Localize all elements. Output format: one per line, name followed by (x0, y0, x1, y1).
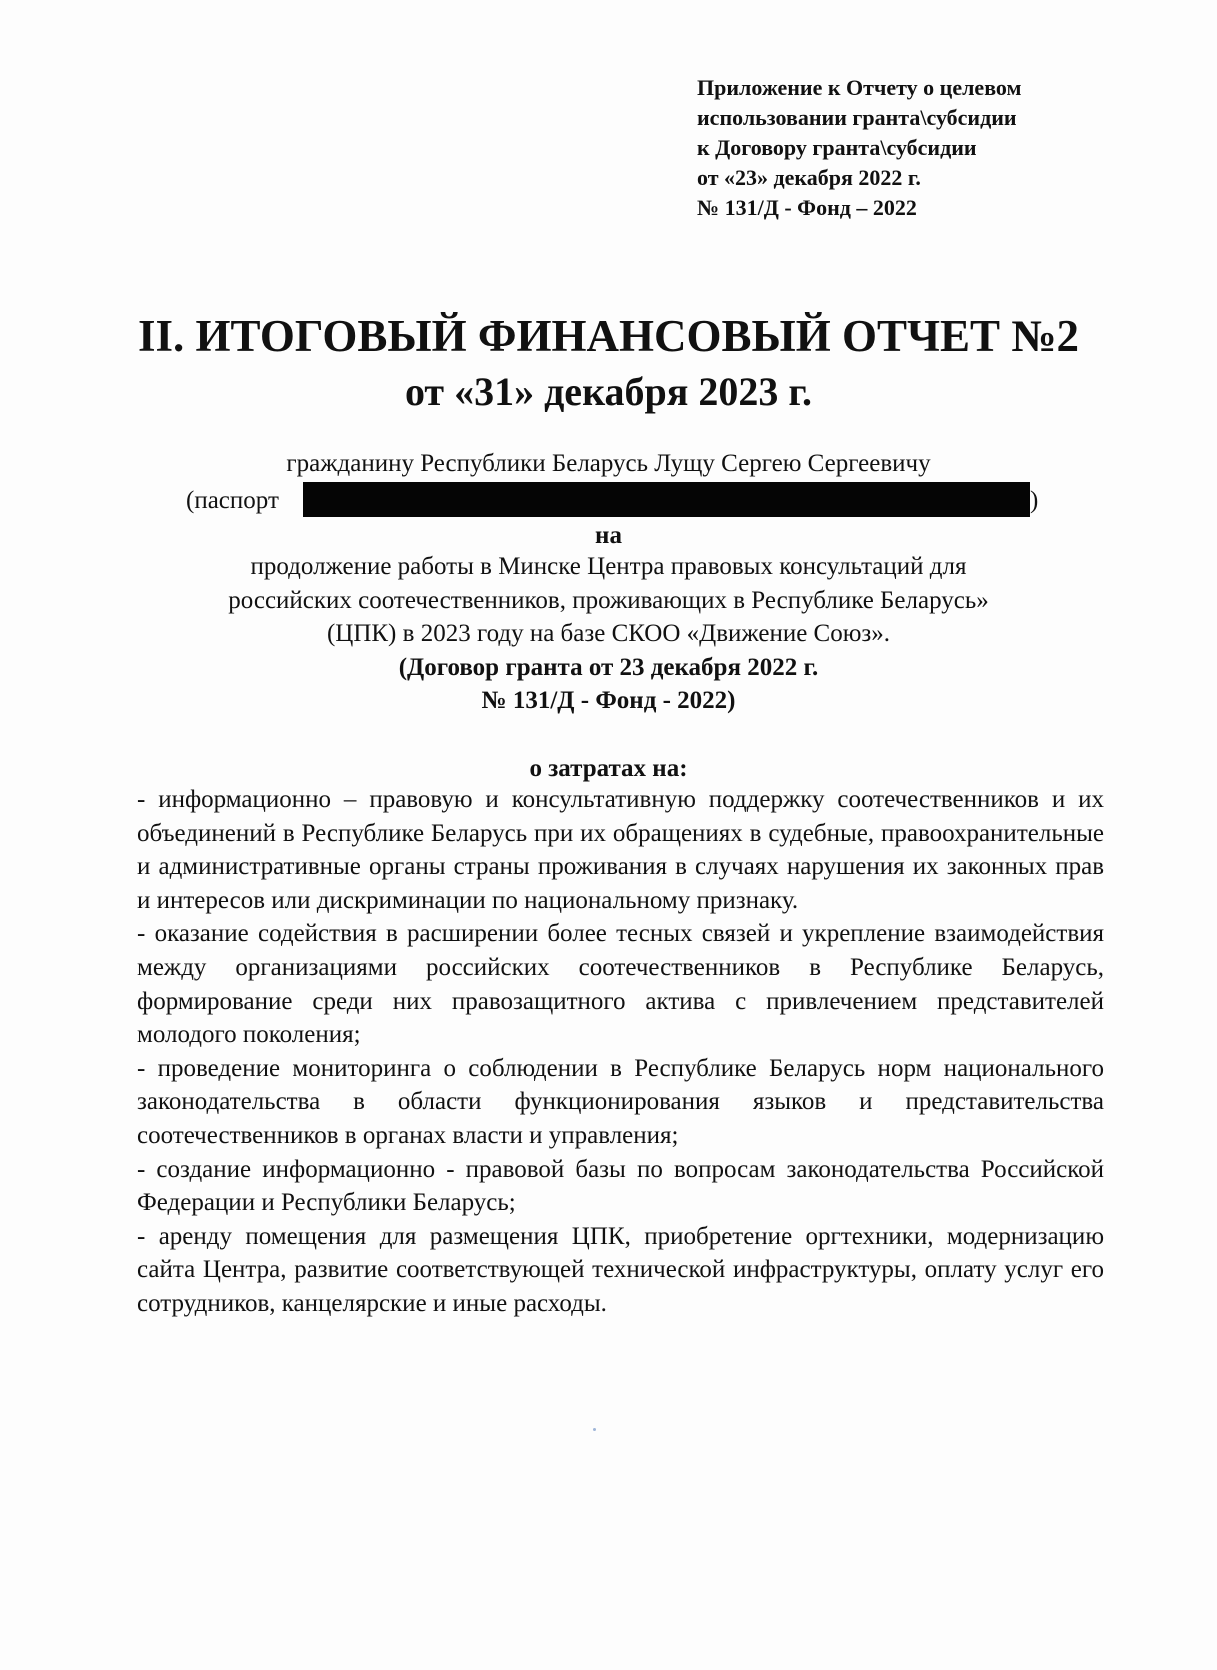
na-label: на (595, 522, 622, 549)
cost-item: - информационно – правовую и консультативную поддержку соотечественников и их объединений в Республике Беларусь при их обращениях в судебные, правоохранительные и административные органы страны проживания в случаях нарушения их законных прав и интересов или дискриминации по национальному признаку. (137, 786, 1104, 914)
cost-item: - оказание содействия в расширении более тесных связей и укрепление взаимодействия между организациями российских соотечественников в Республике Беларусь, формирование среди них правозащитного актива с привлечением представителей молодого поколения; (137, 920, 1104, 1049)
passport-label: (паспорт (186, 487, 279, 514)
purpose-block (150, 550, 1067, 718)
appendix-note (697, 73, 1167, 223)
appendix-line: использовании гранта\субсидии (697, 105, 1017, 130)
contract-line: (Договор гранта от 23 декабря 2022 г. (398, 653, 819, 681)
contract-line: № 131/Д - Фонд - 2022) (481, 687, 736, 714)
passport-close-paren: ) (1030, 487, 1039, 514)
purpose-line: продолжение работы в Минске Центра правовых консультаций для (250, 553, 967, 580)
appendix-line: Приложение к Отчету о целевом (697, 75, 1022, 100)
purpose-line: российских соотечественников, проживающих в Республике Беларусь» (228, 586, 989, 614)
scan-speck (593, 1428, 596, 1431)
purpose-line: (ЦПК) в 2023 году на базе СКОО «Движение Союз». (326, 620, 891, 647)
appendix-line: к Договору гранта\субсидии (697, 135, 977, 160)
cost-item: - создание информационно - правовой базы по вопросам законодательства Российской Федерации и Республики Беларусь; (137, 1155, 1104, 1217)
redaction-bar (303, 482, 1030, 517)
costs-heading: о затратах на: (529, 755, 688, 782)
cost-item: - аренду помещения для размещения ЦПК, приобретение оргтехники, модернизацию сайта Центра, развитие соответствующей технической инфраструктуры, оплату услуг его сотрудников, канцелярские и иные расходы. (137, 1222, 1104, 1317)
report-title: II. ИТОГОВЫЙ ФИНАНСОВЫЙ ОТЧЕТ №2 (137, 311, 1080, 361)
appendix-line: от «23» декабря 2022 г. (697, 165, 921, 190)
report-date: от «31» декабря 2023 г. (404, 369, 813, 414)
costs-list (137, 783, 1104, 1321)
recipient-name: гражданину Республики Беларусь Лущу Сергею Сергеевичу (286, 450, 931, 477)
cost-item: - проведение мониторинга о соблюдении в Республике Беларусь норм национального законодательства в области функционирования языков и представительства соотечественников в органах власти и управления; (137, 1054, 1104, 1149)
appendix-line: № 131/Д - Фонд – 2022 (697, 195, 917, 220)
